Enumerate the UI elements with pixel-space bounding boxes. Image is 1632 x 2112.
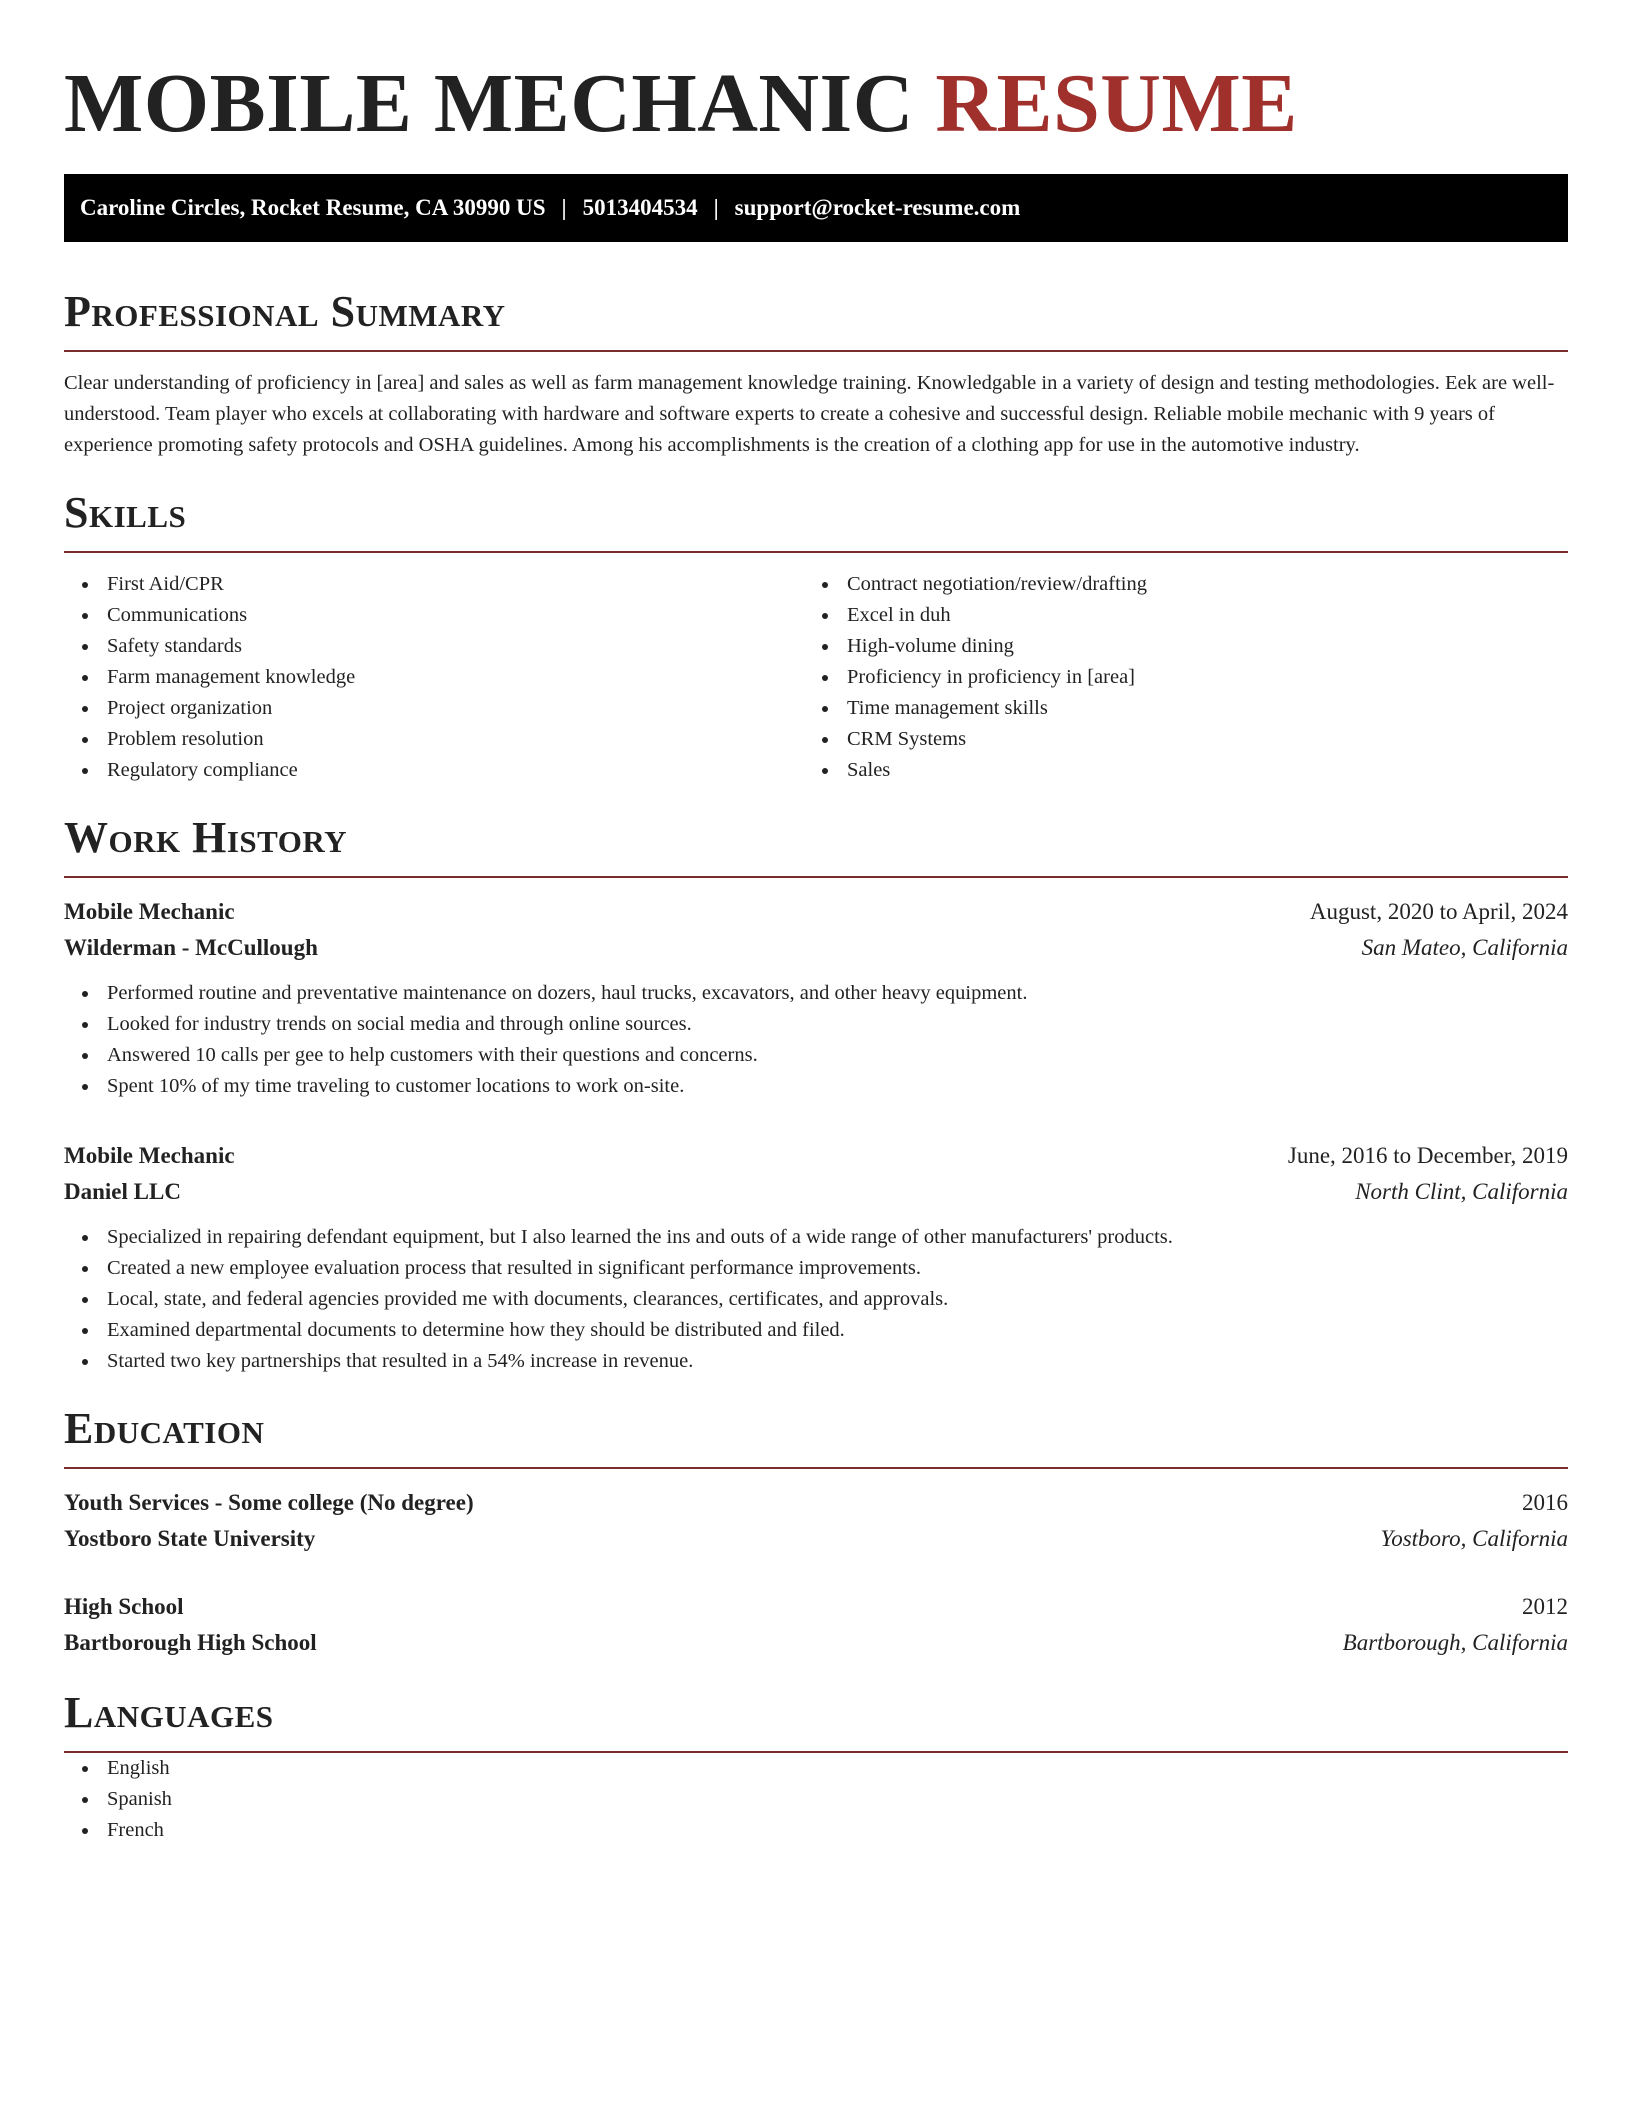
work-history-heading: Work History	[64, 813, 348, 862]
job-bullet-list	[64, 978, 1568, 1102]
job-entry	[64, 894, 1568, 1102]
job-bullet: Spent 10% of my time traveling to customer locations to work on-site.	[107, 1071, 1568, 1102]
skill-item: Regulatory compliance	[107, 755, 804, 786]
contact-bar	[64, 174, 1568, 242]
summary-heading: Professional Summary	[64, 287, 506, 336]
language-item: English	[107, 1753, 1568, 1784]
job-company: Wilderman - McCullough	[64, 935, 318, 960]
education-entry	[64, 1589, 1568, 1661]
education-year: 2012	[1522, 1594, 1568, 1619]
languages-list	[64, 1753, 1568, 1846]
job-bullet: Specialized in repairing defendant equipment, but I also learned the ins and outs of a wide range of other manufacturers' products.	[107, 1222, 1568, 1253]
job-bullet: Started two key partnerships that resulted in a 54% increase in revenue.	[107, 1346, 1568, 1377]
section-divider	[64, 350, 1568, 352]
section-divider	[64, 551, 1568, 553]
job-location: San Mateo, California	[1361, 935, 1568, 960]
job-bullet: Answered 10 calls per gee to help customers with their questions and concerns.	[107, 1040, 1568, 1071]
skill-item: Communications	[107, 600, 804, 631]
education-heading: Education	[64, 1404, 265, 1453]
contact-address: Caroline Circles, Rocket Resume, CA 30990 US	[80, 195, 546, 220]
job-bullet-list	[64, 1222, 1568, 1377]
skills-column-right	[804, 569, 1544, 786]
education-location: Bartborough, California	[1342, 1630, 1568, 1655]
skill-item: CRM Systems	[847, 724, 1544, 755]
education-school-row	[64, 1625, 1568, 1661]
skills-column-left	[64, 569, 804, 786]
education-location: Yostboro, California	[1380, 1526, 1568, 1551]
education-school-row	[64, 1521, 1568, 1557]
job-bullet: Performed routine and preventative maintenance on dozers, haul trucks, excavators, and other heavy equipment.	[107, 978, 1568, 1009]
skill-item: Excel in duh	[847, 600, 1544, 631]
job-dates: August, 2020 to April, 2024	[1309, 899, 1568, 924]
skill-item: Safety standards	[107, 631, 804, 662]
title-main: MOBILE MECHANIC	[64, 57, 914, 150]
skill-item: Time management skills	[847, 693, 1544, 724]
section-divider	[64, 876, 1568, 878]
job-title: Mobile Mechanic	[64, 1143, 235, 1168]
education-degree: Youth Services - Some college (No degree)	[64, 1490, 474, 1515]
job-company-row	[64, 930, 1568, 966]
skill-item: Contract negotiation/review/drafting	[847, 569, 1544, 600]
language-item: Spanish	[107, 1784, 1568, 1815]
job-location: North Clint, California	[1355, 1179, 1568, 1204]
job-dates: June, 2016 to December, 2019	[1287, 1143, 1568, 1168]
job-bullet: Looked for industry trends on social media and through online sources.	[107, 1009, 1568, 1040]
job-company: Daniel LLC	[64, 1179, 181, 1204]
job-bullet: Local, state, and federal agencies provided me with documents, clearances, certificates, and approvals.	[107, 1284, 1568, 1315]
skills-list-left	[64, 569, 804, 786]
skill-item: Sales	[847, 755, 1544, 786]
education-year: 2016	[1522, 1490, 1568, 1515]
education-school: Bartborough High School	[64, 1630, 317, 1655]
job-bullet: Examined departmental documents to determine how they should be distributed and filed.	[107, 1315, 1568, 1346]
skill-item: Problem resolution	[107, 724, 804, 755]
job-title: Mobile Mechanic	[64, 899, 235, 924]
job-entry	[64, 1138, 1568, 1377]
section-divider	[64, 1467, 1568, 1469]
language-item: French	[107, 1815, 1568, 1846]
skill-item: Farm management knowledge	[107, 662, 804, 693]
job-bullet: Created a new employee evaluation process that resulted in significant performance improvements.	[107, 1253, 1568, 1284]
skills-list-right	[804, 569, 1544, 786]
education-degree: High School	[64, 1594, 184, 1619]
skill-item: High-volume dining	[847, 631, 1544, 662]
contact-email: support@rocket-resume.com	[734, 195, 1021, 220]
skills-grid	[64, 569, 1568, 786]
education-school: Yostboro State University	[64, 1526, 316, 1551]
languages-heading: Languages	[64, 1688, 274, 1737]
summary-text: Clear understanding of proficiency in [area] and sales as well as farm management knowledge training. Knowledgable in a variety of design and testing methodologies. Eek are well-understood. Team player who excels at collaborating with hardware and software experts to create a cohesive and successful design. Reliable mobile mechanic with 9 years of experience promoting safety protocols and OSHA guidelines. Among his accomplishments is the creation of a clothing app for use in the automotive industry.	[64, 372, 1555, 456]
contact-separator: |	[713, 195, 719, 220]
contact-separator: |	[561, 195, 567, 220]
job-header-row	[64, 1138, 1568, 1174]
contact-phone: 5013404534	[582, 195, 698, 220]
education-degree-row	[64, 1589, 1568, 1625]
resume-title	[64, 0, 1568, 150]
skill-item: First Aid/CPR	[107, 569, 804, 600]
education-degree-row	[64, 1485, 1568, 1521]
education-entry	[64, 1485, 1568, 1557]
skill-item: Proficiency in proficiency in [area]	[847, 662, 1544, 693]
skills-heading: Skills	[64, 488, 187, 537]
title-accent: RESUME	[935, 57, 1298, 150]
job-header-row	[64, 894, 1568, 930]
job-company-row	[64, 1174, 1568, 1210]
skill-item: Project organization	[107, 693, 804, 724]
